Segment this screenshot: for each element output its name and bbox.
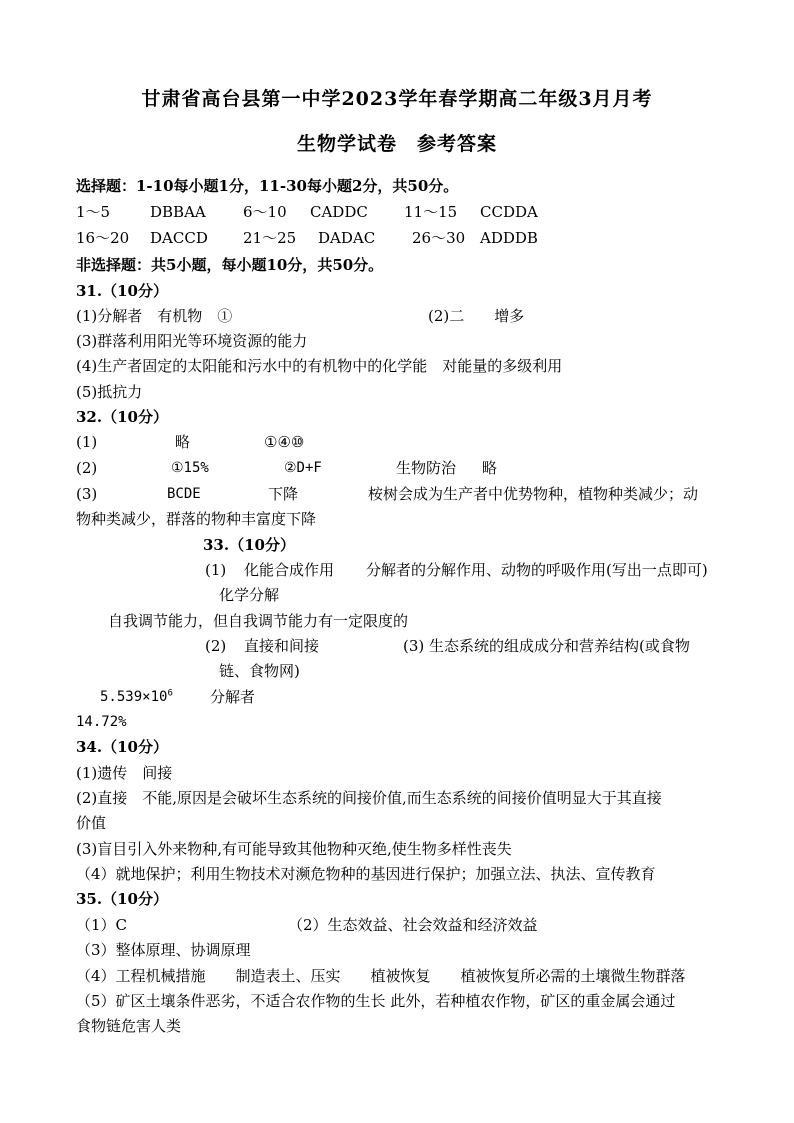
q33-answer: (3) 生态系统的组成成分和营养结构(或食物 xyxy=(403,637,690,655)
q32-answer: 略 xyxy=(175,433,191,451)
q33-heading: 33.（10分） xyxy=(203,536,295,554)
q32-answer: 下降 xyxy=(268,485,299,503)
q35-answer-1: （1）C xyxy=(76,916,128,934)
q35-answer-3: （3）整体原理、协调原理 xyxy=(76,941,251,959)
choice-range: 6～10 xyxy=(243,203,287,221)
choice-answer: ADDDB xyxy=(480,229,538,247)
q33-num: (2) xyxy=(205,637,227,655)
q31-heading: 31.（10分） xyxy=(76,282,168,300)
q33-answer-cont: 链、食物网) xyxy=(219,662,300,680)
choice-answer: DACCD xyxy=(150,229,208,247)
q33-answer-value xyxy=(100,687,173,707)
q33-answer-cont: 化学分解 xyxy=(219,586,280,604)
nonchoice-heading: 非选择题：共5小题，每小题10分，共50分。 xyxy=(76,256,384,274)
q33-answer: 分解者 xyxy=(210,688,256,706)
q33-answer: 分解者的分解作用、动物的呼吸作用(写出一点即可) xyxy=(366,561,708,579)
choice-range: 11～15 xyxy=(404,203,458,221)
q34-answer-4: （4）就地保护；利用生物技术对濒危物种的基因进行保护；加强立法、执法、宣传教育 xyxy=(76,865,656,883)
q33-answer: 直接和间接 xyxy=(244,637,320,655)
q31-answer-4: (4)生产者固定的太阳能和污水中的有机物中的化学能 对能量的多级利用 xyxy=(76,357,563,375)
q34-answer-2-cont: 价值 xyxy=(76,814,107,832)
q34-heading: 34.（10分） xyxy=(76,738,168,756)
q31-answer-1: (1)分解者 有机物 ① xyxy=(76,307,233,325)
q32-answer: ①④⑩ xyxy=(264,433,305,451)
choice-range: 21～25 xyxy=(243,229,297,247)
q34-answer-1: (1)遗传 间接 xyxy=(76,764,173,782)
q32-num: (1) xyxy=(76,433,98,451)
q35-answer-5-cont: 食物链危害人类 xyxy=(76,1017,182,1035)
q35-heading: 35.（10分） xyxy=(76,890,168,908)
q31-answer-5: (5)抵抗力 xyxy=(76,383,143,401)
choice-answer: CADDC xyxy=(310,203,368,221)
q32-num: (2) xyxy=(76,459,98,477)
q33-value-exponent: 6 xyxy=(167,688,173,699)
choice-heading: 选择题：1-10每小题1分，11-30每小题2分，共50分。 xyxy=(76,177,459,195)
q32-heading: 32.（10分） xyxy=(76,408,168,426)
choice-range: 26～30 xyxy=(412,229,466,247)
q31-answer-3: (3)群落利用阳光等环境资源的能力 xyxy=(76,332,308,350)
choice-range: 1～5 xyxy=(76,203,111,221)
q34-answer-3: (3)盲目引入外来物种,有可能导致其他物种灭绝,使生物多样性丧失 xyxy=(76,840,512,858)
q35-answer-5: （5）矿区土壤条件恶劣，不适合农作物的生长 此外，若种植农作物，矿区的重金属会通过 xyxy=(76,992,676,1010)
q33-answer: 化能合成作用 xyxy=(244,561,335,579)
q32-answer: 桉树会成为生产者中优势物种，植物种类减少；动 xyxy=(368,485,699,503)
q33-num: (1) xyxy=(205,561,227,579)
q33-answer: 自我调节能力，但自我调节能力有一定限度的 xyxy=(108,612,409,630)
q33-answer: 14.72% xyxy=(76,714,127,730)
q32-answer: 略 xyxy=(482,459,498,477)
q32-answer: 生物防治 xyxy=(396,459,457,477)
q32-answer-cont: 物种类减少，群落的物种丰富度下降 xyxy=(76,510,317,528)
q32-num: (3) xyxy=(76,485,98,503)
choice-answer: DBBAA xyxy=(150,203,206,221)
q32-answer: BCDE xyxy=(167,486,201,502)
q34-answer-2: (2)直接 不能,原因是会破坏生态系统的间接价值,而生态系统的间接价值明显大于其直接 xyxy=(76,789,662,807)
choice-range: 16～20 xyxy=(76,229,130,247)
q35-answer-4: （4）工程机械措施 制造表土、压实 植被恢复 植被恢复所必需的土壤微生物群落 xyxy=(76,967,686,985)
choice-answer: DADAC xyxy=(318,229,376,247)
q35-answer-2: （2）生态效益、社会效益和经济效益 xyxy=(288,916,538,934)
q33-value-base: 5.539×10 xyxy=(100,689,168,705)
document-title: 甘肃省高台县第一中学2023学年春学期高二年级3月月考 xyxy=(141,88,653,110)
choice-answer: CCDDA xyxy=(480,203,538,221)
q32-answer: ①15% xyxy=(171,460,209,476)
document-subtitle: 生物学试卷 参考答案 xyxy=(296,133,497,155)
q32-answer: ②D+F xyxy=(284,460,322,476)
q31-answer-2: (2)二 增多 xyxy=(428,307,525,325)
